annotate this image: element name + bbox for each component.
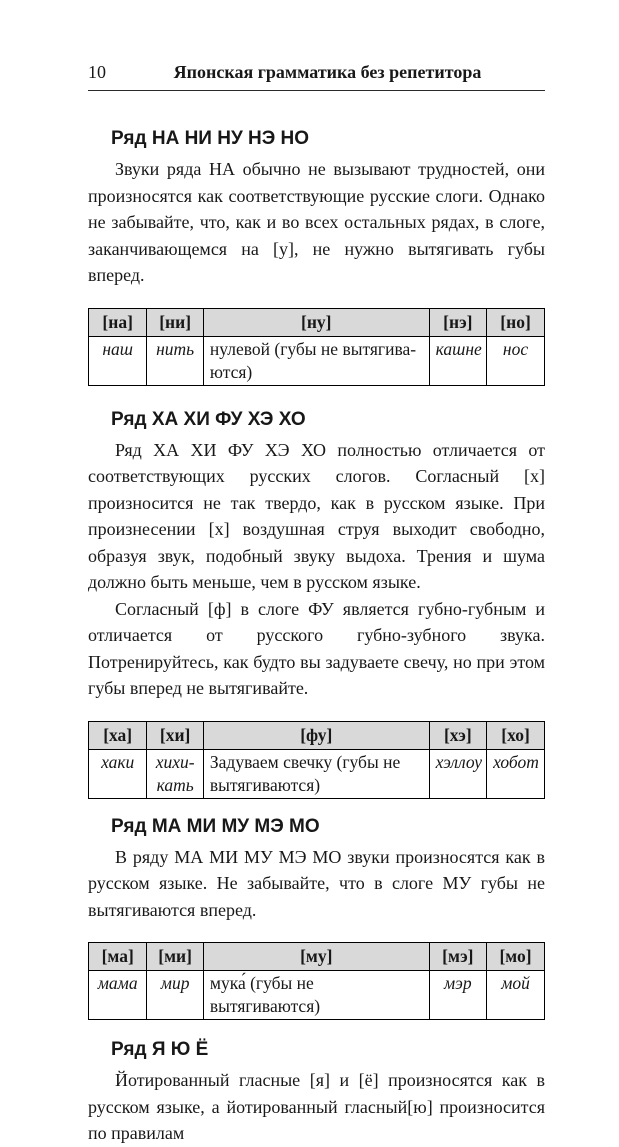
table-header-cell: [ма] [89, 943, 147, 971]
table-header-cell: [на] [89, 308, 147, 336]
table-header-row [89, 943, 545, 971]
paragraph: В ряду МА МИ МУ МЭ МО звуки произносятся как в русском языке. Не забывайте, что в слоге МУ губы не вытягиваются вперед. [88, 846, 545, 920]
table-cell: кашне [429, 336, 486, 385]
table-cell-description: мука́ (губы не вытягиваются) [203, 971, 429, 1020]
table-header-cell: [хо] [487, 721, 545, 749]
paragraph: Йотированный гласные [я] и [ё] произносятся как в русском языке, а йотированный гласный[ю] произносится по правилам [88, 1070, 545, 1143]
table-cell: мама [89, 971, 147, 1020]
table-cell: наш [89, 336, 147, 385]
section-heading-ha-row: Ряд ХА ХИ ФУ ХЭ ХО [111, 408, 306, 430]
running-title: Японская грамматика без репетитора [173, 62, 482, 82]
table-header-cell: [но] [487, 308, 545, 336]
table-cell: мой [487, 971, 545, 1020]
table-header-cell: [ни] [147, 308, 204, 336]
paragraph: Ряд ХА ХИ ФУ ХЭ ХО полностью отличается от соответствующих русских слогов. Согласный [х] произносится не так твердо, как в русском языке. При произнесении [х] воздушная струя выходит свободно, образуя звук, подобный звуку выдоха. Трения и шума должно быть меньше, чем в русском языке. [88, 439, 545, 592]
table-cell: мир [147, 971, 204, 1020]
table-header-cell: [хэ] [429, 721, 486, 749]
table-header-cell: [ну] [203, 308, 429, 336]
table-cell-description: Задуваем свечку (губы не вытягиваются) [203, 749, 429, 798]
table-row [89, 749, 545, 798]
table-row [89, 971, 545, 1020]
table-header-cell: [фу] [203, 721, 429, 749]
table-cell: хобот [487, 749, 545, 798]
pronunciation-table-ma [88, 942, 545, 1020]
table-header-cell: [ха] [89, 721, 147, 749]
running-header [88, 62, 545, 82]
table-header-cell: [хи] [147, 721, 204, 749]
table-cell: мэр [429, 971, 486, 1020]
header-rule [88, 90, 545, 91]
table-cell: нос [487, 336, 545, 385]
table-cell: хэллоу [429, 749, 486, 798]
table-header-cell: [ми] [147, 943, 204, 971]
pronunciation-table-ha [88, 721, 545, 799]
page-number: 10 [88, 62, 106, 82]
pronunciation-table-na [88, 308, 545, 386]
table-header-row [89, 721, 545, 749]
table-cell: хаки [89, 749, 147, 798]
table-cell: хихикать [147, 749, 204, 798]
table-header-cell: [мэ] [429, 943, 486, 971]
table-header-row [89, 308, 545, 336]
table-cell-description: нулевой (губы не вытягиваются) [203, 336, 429, 385]
table-header-cell: [му] [203, 943, 429, 971]
section-heading-ya-row: Ряд Я Ю Ё [111, 1039, 209, 1060]
section-heading-ma-row: Ряд МА МИ МУ МЭ МО [111, 815, 320, 837]
table-cell: нить [147, 336, 204, 385]
table-header-cell: [мо] [487, 943, 545, 971]
paragraph: Звуки ряда НА обычно не вызывают трудностей, они произносятся как соответствующие русские слоги. Однако не забывайте, что, как и во всех остальных рядах, в слоге, заканчивающемся на [у], не нужно вытягивать губы вперед. [88, 159, 545, 285]
table-header-cell: [нэ] [429, 308, 486, 336]
paragraph: Согласный [ф] в слоге ФУ является губно-губным и отличается от русского губно-зубного звука. Потренируйтесь, как будто вы задуваете свечу, но при этом губы вперед не вытягивайте. [88, 598, 545, 698]
section-heading-na-row: Ряд НА НИ НУ НЭ НО [111, 128, 310, 149]
table-row [89, 336, 545, 385]
